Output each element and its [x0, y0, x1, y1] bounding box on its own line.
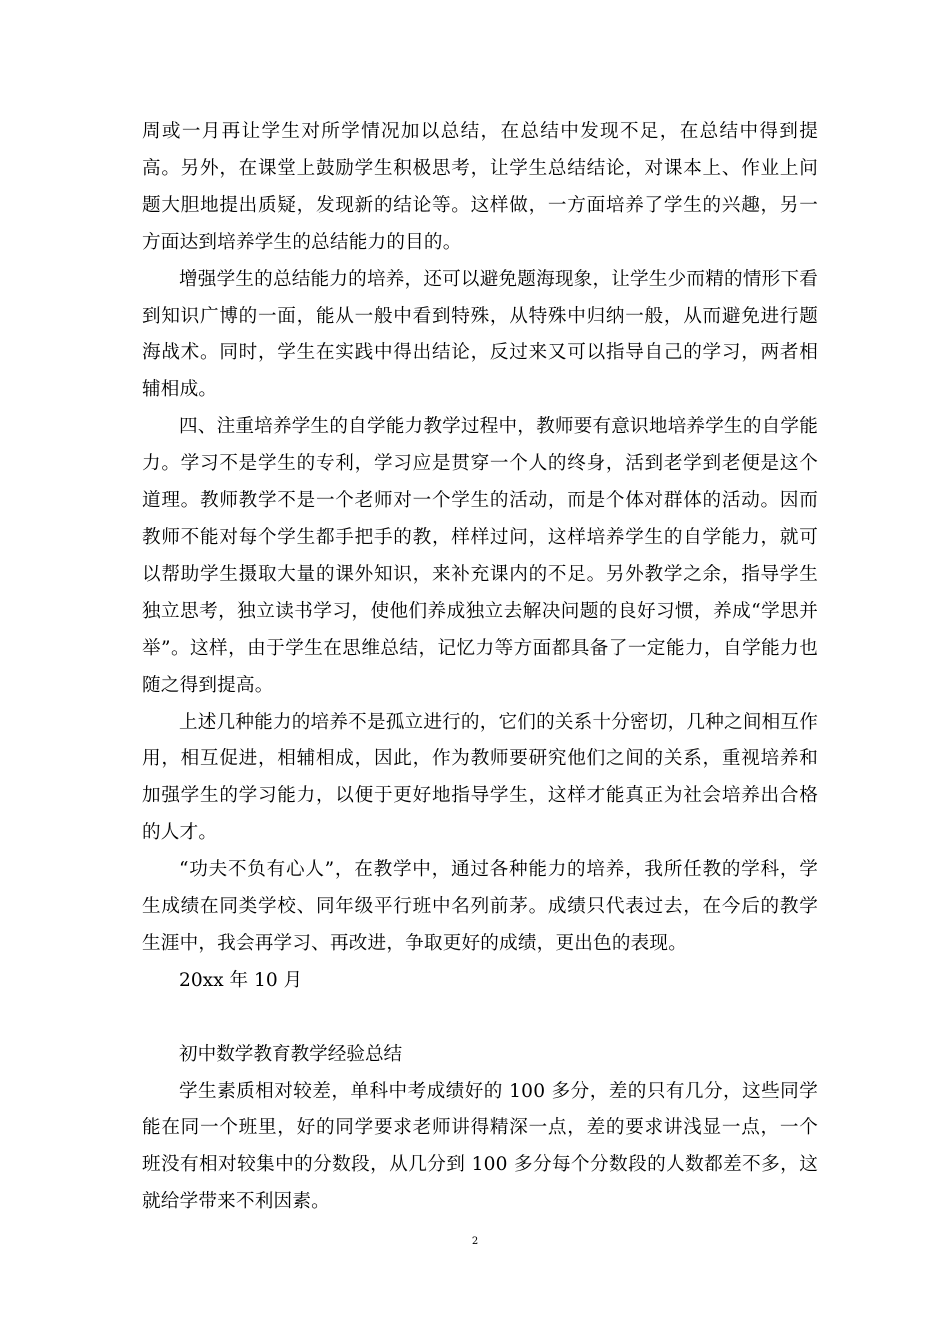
section-title: 初中数学教育教学经验总结 — [179, 1043, 403, 1065]
page-number: 2 — [471, 1236, 479, 1247]
paragraph-continued: 周或一月再让学生对所学情况加以总结，在总结中发现不足，在总结中得到提高。另外，在课堂上鼓励学生积极思考，让学生总结结论，对课本上、作业上问题大胆地提出质疑，发现新的结论等。这样做，一方面培养了学生的兴趣，另一方面达到培养学生的总结能力的目的。 — [142, 121, 818, 253]
paragraph-self-study: 四、注重培养学生的自学能力教学过程中，教师要有意识地培养学生的自学能力。学习不是学生的专利，学习应是贯穿一个人的终身，活到老学到老便是这个道理。教师教学不是一个老师对一个学生的活动，而是个体对群体的活动。因而教师不能对每个学生都手把手的教，样样过问，这样培养学生的自学能力，就可以帮助学生摄取大量的课外知识，来补充课内的不足。另外教学之余，指导学生独立思考，独立读书学习，使他们养成独立去解决问题的良好习惯，养成“学思并举”。这样，由于学生在思维总结，记忆力等方面都具备了一定能力，自学能力也随之得到提高。 — [142, 416, 818, 696]
document-body — [142, 114, 818, 1221]
paragraph-summary-ability: 增强学生的总结能力的培养，还可以避免题海现象，让学生少而精的情形下看到知识广博的一面，能从一般中看到特殊，从特殊中归纳一般，从而避免进行题海战术。同时，学生在实践中得出结论，反过来又可以指导自己的学习，两者相辅相成。 — [142, 268, 818, 401]
paragraph-student-quality: 学生素质相对较差，单科中考成绩好的 100 多分，差的只有几分，这些同学能在同一个班里，好的同学要求老师讲得精深一点，差的要求讲浅显一点，一个班没有相对较集中的分数段，从几分到 100 多分每个分数段的人数都差不多，这就给学带来不利因素。 — [142, 1080, 818, 1213]
blank-line — [142, 1000, 818, 1037]
date-line: 20xx 年 10 月 — [179, 969, 303, 991]
paragraph-abilities-relation: 上述几种能力的培养不是孤立进行的，它们的关系十分密切，几种之间相互作用，相互促进，相辅相成，因此，作为教师要研究他们之间的关系，重视培养和加强学生的学习能力，以便于更好地指导学生，这样才能真正为社会培养出合格的人才。 — [142, 711, 818, 844]
paragraph-results: “功夫不负有心人”，在教学中，通过各种能力的培养，我所任教的学科，学生成绩在同类学校、同年级平行班中名列前茅。成绩只代表过去，在今后的教学生涯中，我会再学习、再改进，争取更好的成绩，更出色的表现。 — [142, 859, 818, 954]
